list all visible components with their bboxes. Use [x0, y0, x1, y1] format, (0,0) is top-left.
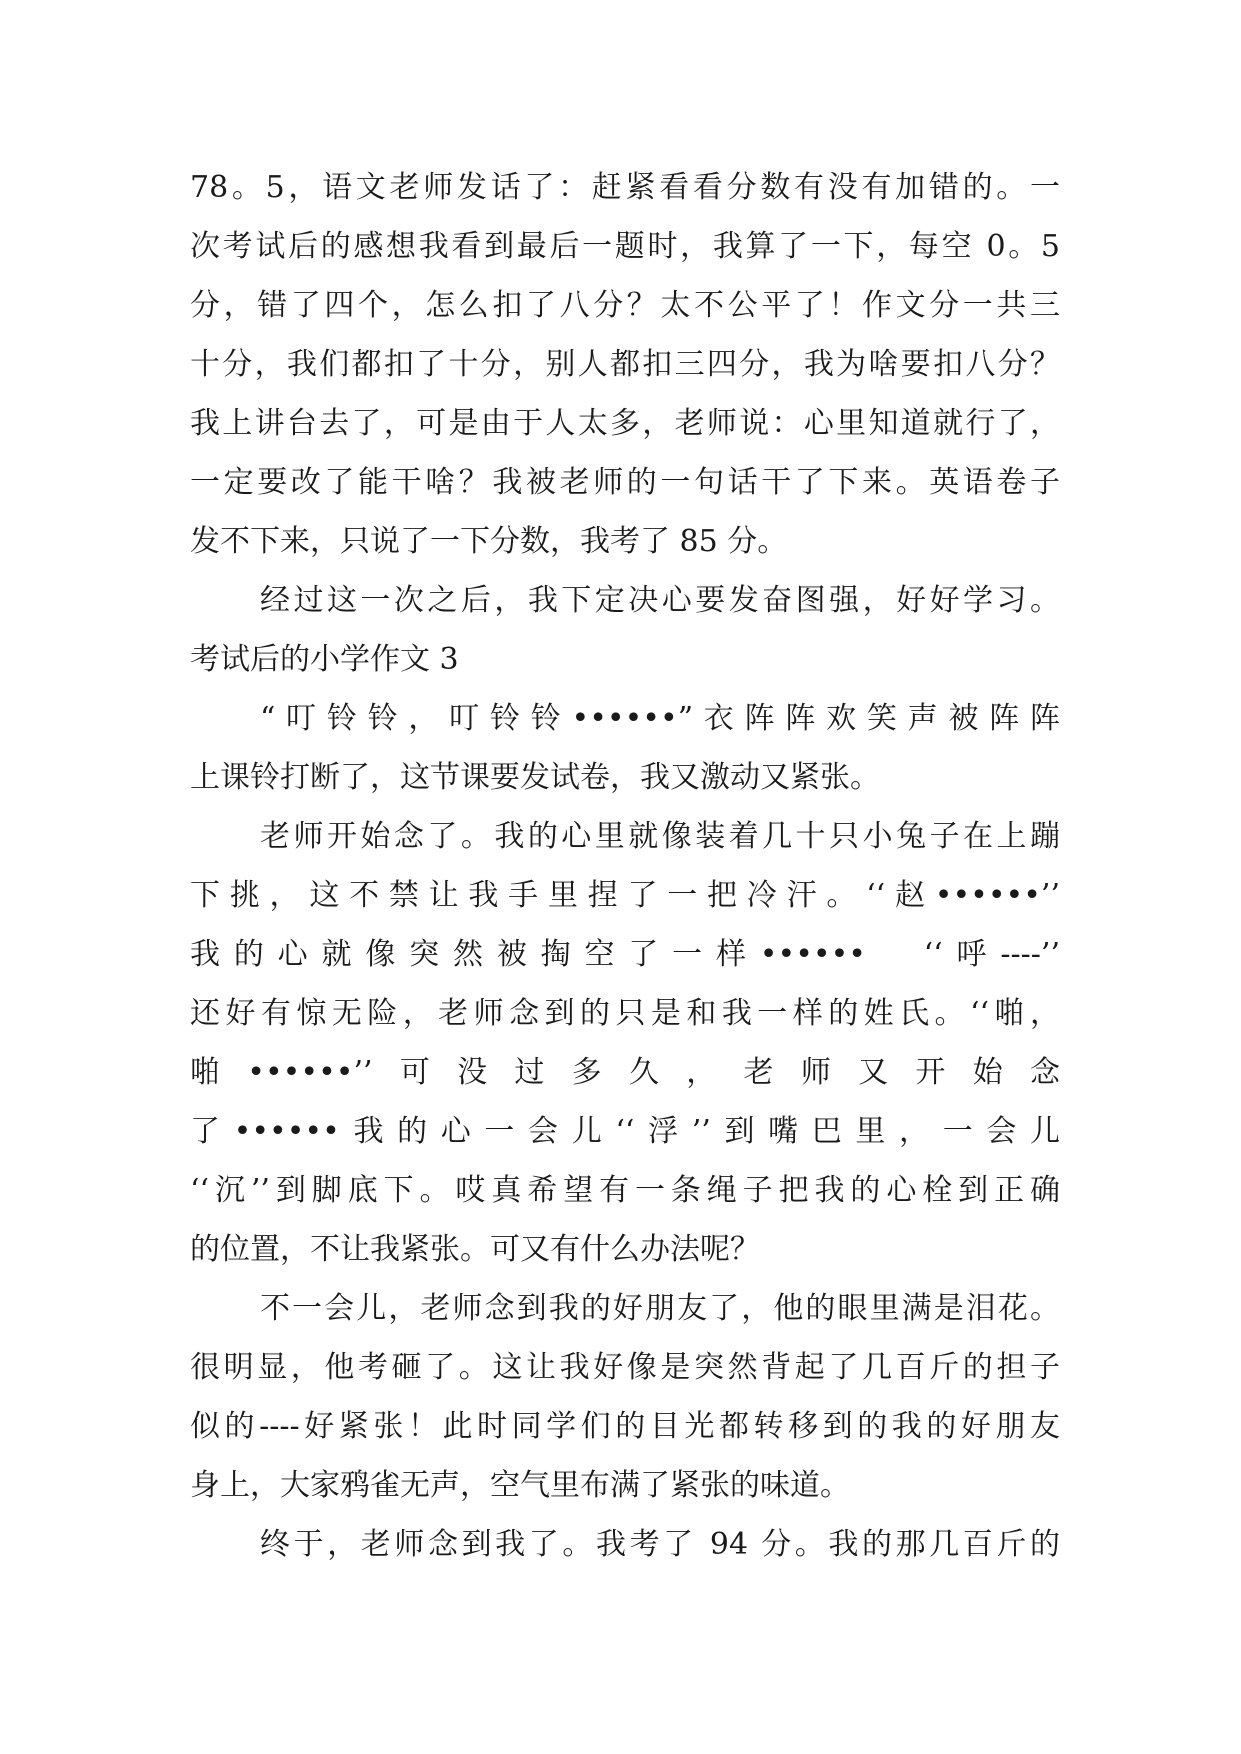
- essay-text-block: [190, 158, 1060, 1574]
- text-line: 身上，大家鸦雀无声，空气里布满了紧张的味道。: [190, 1468, 850, 1503]
- paragraph-first-line: 经过这一次之后，我下定决心要发奋图强，好好学习。: [260, 583, 1060, 618]
- text-line: 我的心就像突然被掏空了一样•••••• ‘‘呼----’’: [190, 937, 1060, 972]
- text-line: 上课铃打断了，这节课要发试卷，我又激动又紧张。: [190, 760, 880, 795]
- paragraph-first-line: 老师开始念了。我的心里就像装着几十只小兔子在上蹦: [260, 819, 1060, 854]
- text-line: 考试后的小学作文 3: [190, 642, 459, 677]
- text-line: 似的----好紧张！此时同学们的目光都转移到的我的好朋友: [190, 1409, 1060, 1444]
- text-line: 很明显，他考砸了。这让我好像是突然背起了几百斤的担子: [190, 1350, 1060, 1385]
- text-line: 的位置，不让我紧张。可又有什么办法呢？: [190, 1232, 760, 1267]
- text-line: 我上讲台去了，可是由于人太多，老师说：心里知道就行了，: [190, 406, 1060, 441]
- paragraph-first-line: “叮铃铃，叮铃铃••••••”衣阵阵欢笑声被阵阵: [260, 701, 1060, 736]
- text-line: ‘‘沉’’到脚底下。哎真希望有一条绳子把我的心栓到正确: [190, 1173, 1060, 1208]
- text-line: 78。5，语文老师发话了：赶紧看看分数有没有加错的。一: [190, 170, 1060, 205]
- text-line: 次考试后的感想我看到最后一题时，我算了一下，每空 0。5: [190, 229, 1060, 264]
- text-line: 十分，我们都扣了十分，别人都扣三四分，我为啥要扣八分？: [190, 347, 1060, 382]
- text-line: 还好有惊无险，老师念到的只是和我一样的姓氏。‘‘啪，: [190, 996, 1060, 1031]
- text-line: 啪••••••’’可没过多久，老师又开始念: [190, 1055, 1060, 1090]
- paragraph-first-line: 不一会儿，老师念到我的好朋友了，他的眼里满是泪花。: [260, 1291, 1060, 1326]
- text-line: 一定要改了能干啥？我被老师的一句话干了下来。英语卷子: [190, 465, 1060, 500]
- text-line: 分，错了四个，怎么扣了八分？太不公平了！作文分一共三: [190, 288, 1060, 323]
- text-line: 下挑，这不禁让我手里捏了一把冷汗。‘‘赵••••••’’: [190, 878, 1060, 913]
- text-line: 了••••••我的心一会儿‘‘浮’’到嘴巴里，一会儿: [190, 1114, 1060, 1149]
- paragraph-first-line: 终于，老师念到我了。我考了 94 分。我的那几百斤的: [260, 1527, 1060, 1562]
- text-line: 发不下来，只说了一下分数，我考了 85 分。: [190, 524, 788, 559]
